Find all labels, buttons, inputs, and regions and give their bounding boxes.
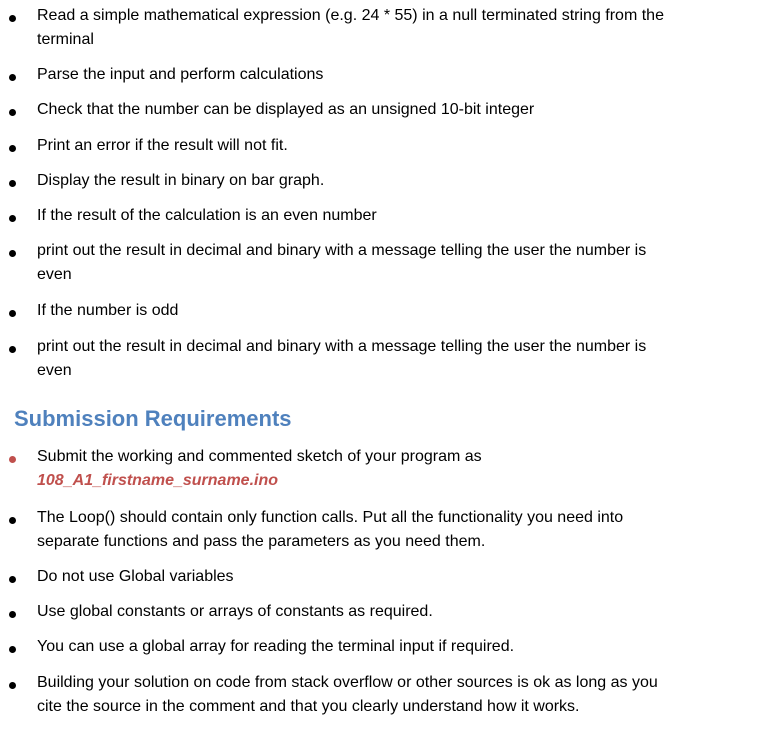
list-item-line: You can use a global array for reading the terminal input if required. — [37, 638, 515, 655]
list-item-text — [37, 506, 737, 554]
list-item-line: Read a simple mathematical expression (e.g. 24 * 55) in a null terminated string from the — [37, 7, 664, 24]
list-item-text — [37, 299, 737, 323]
list-item-line: Submit the working and commented sketch of your program as — [37, 448, 482, 465]
bullet-icon — [9, 346, 16, 353]
list-item-line: The Loop() should contain only function calls. Put all the functionality you need into — [37, 509, 624, 526]
list-item-text — [37, 600, 737, 624]
list-item-line: Display the result in binary on bar graph. — [37, 172, 325, 189]
list-item-line: If the number is odd — [37, 302, 179, 319]
list-item-line: cite the source in the comment and that you clearly understand how it works. — [37, 698, 580, 715]
list-item-line: terminal — [37, 31, 94, 48]
list-item-line: even — [37, 266, 72, 283]
list-item-line: Building your solution on code from stack overflow or other sources is ok as long as you — [37, 674, 658, 691]
bullet-icon — [9, 576, 16, 583]
bullet-icon — [9, 250, 16, 257]
bullet-icon — [9, 517, 16, 524]
list-item-text — [37, 565, 737, 589]
bullet-icon — [9, 611, 16, 618]
section-heading: Submission Requirements — [14, 406, 292, 431]
list-item-line: If the result of the calculation is an even number — [37, 207, 377, 224]
bullet-icon — [9, 74, 16, 81]
list-item-line: separate functions and pass the parameters as you need them. — [37, 533, 486, 550]
list-item-text — [37, 169, 737, 193]
list-item-line: print out the result in decimal and binary with a message telling the user the number is — [37, 242, 647, 259]
list-item-line: Print an error if the result will not fit. — [37, 137, 288, 154]
bullet-icon — [9, 310, 16, 317]
list-item-text — [37, 445, 737, 493]
list-item-text — [37, 98, 737, 122]
list-item-line: print out the result in decimal and binary with a message telling the user the number is — [37, 338, 647, 355]
bullet-icon — [9, 15, 16, 22]
bullet-icon — [9, 682, 16, 689]
submission-filename: 108_A1_firstname_surname.ino — [37, 472, 278, 489]
list-item-text — [37, 335, 737, 383]
list-item-text — [37, 204, 737, 228]
bullet-icon — [9, 180, 16, 187]
list-item-line: Use global constants or arrays of constants as required. — [37, 603, 433, 620]
list-item-text — [37, 134, 737, 158]
bullet-icon — [9, 646, 16, 653]
list-item-text — [37, 63, 737, 87]
bullet-icon — [9, 145, 16, 152]
list-item-text — [37, 635, 737, 659]
list-item-line: even — [37, 362, 72, 379]
list-item-text — [37, 4, 737, 52]
bullet-icon — [9, 109, 16, 116]
bullet-icon — [9, 215, 16, 222]
bullet-icon — [9, 456, 16, 463]
list-item-text — [37, 671, 737, 719]
list-item-text — [37, 239, 737, 287]
list-item-line: Parse the input and perform calculations — [37, 66, 324, 83]
list-item-line: Do not use Global variables — [37, 568, 234, 585]
list-item-line: Check that the number can be displayed as an unsigned 10-bit integer — [37, 101, 535, 118]
